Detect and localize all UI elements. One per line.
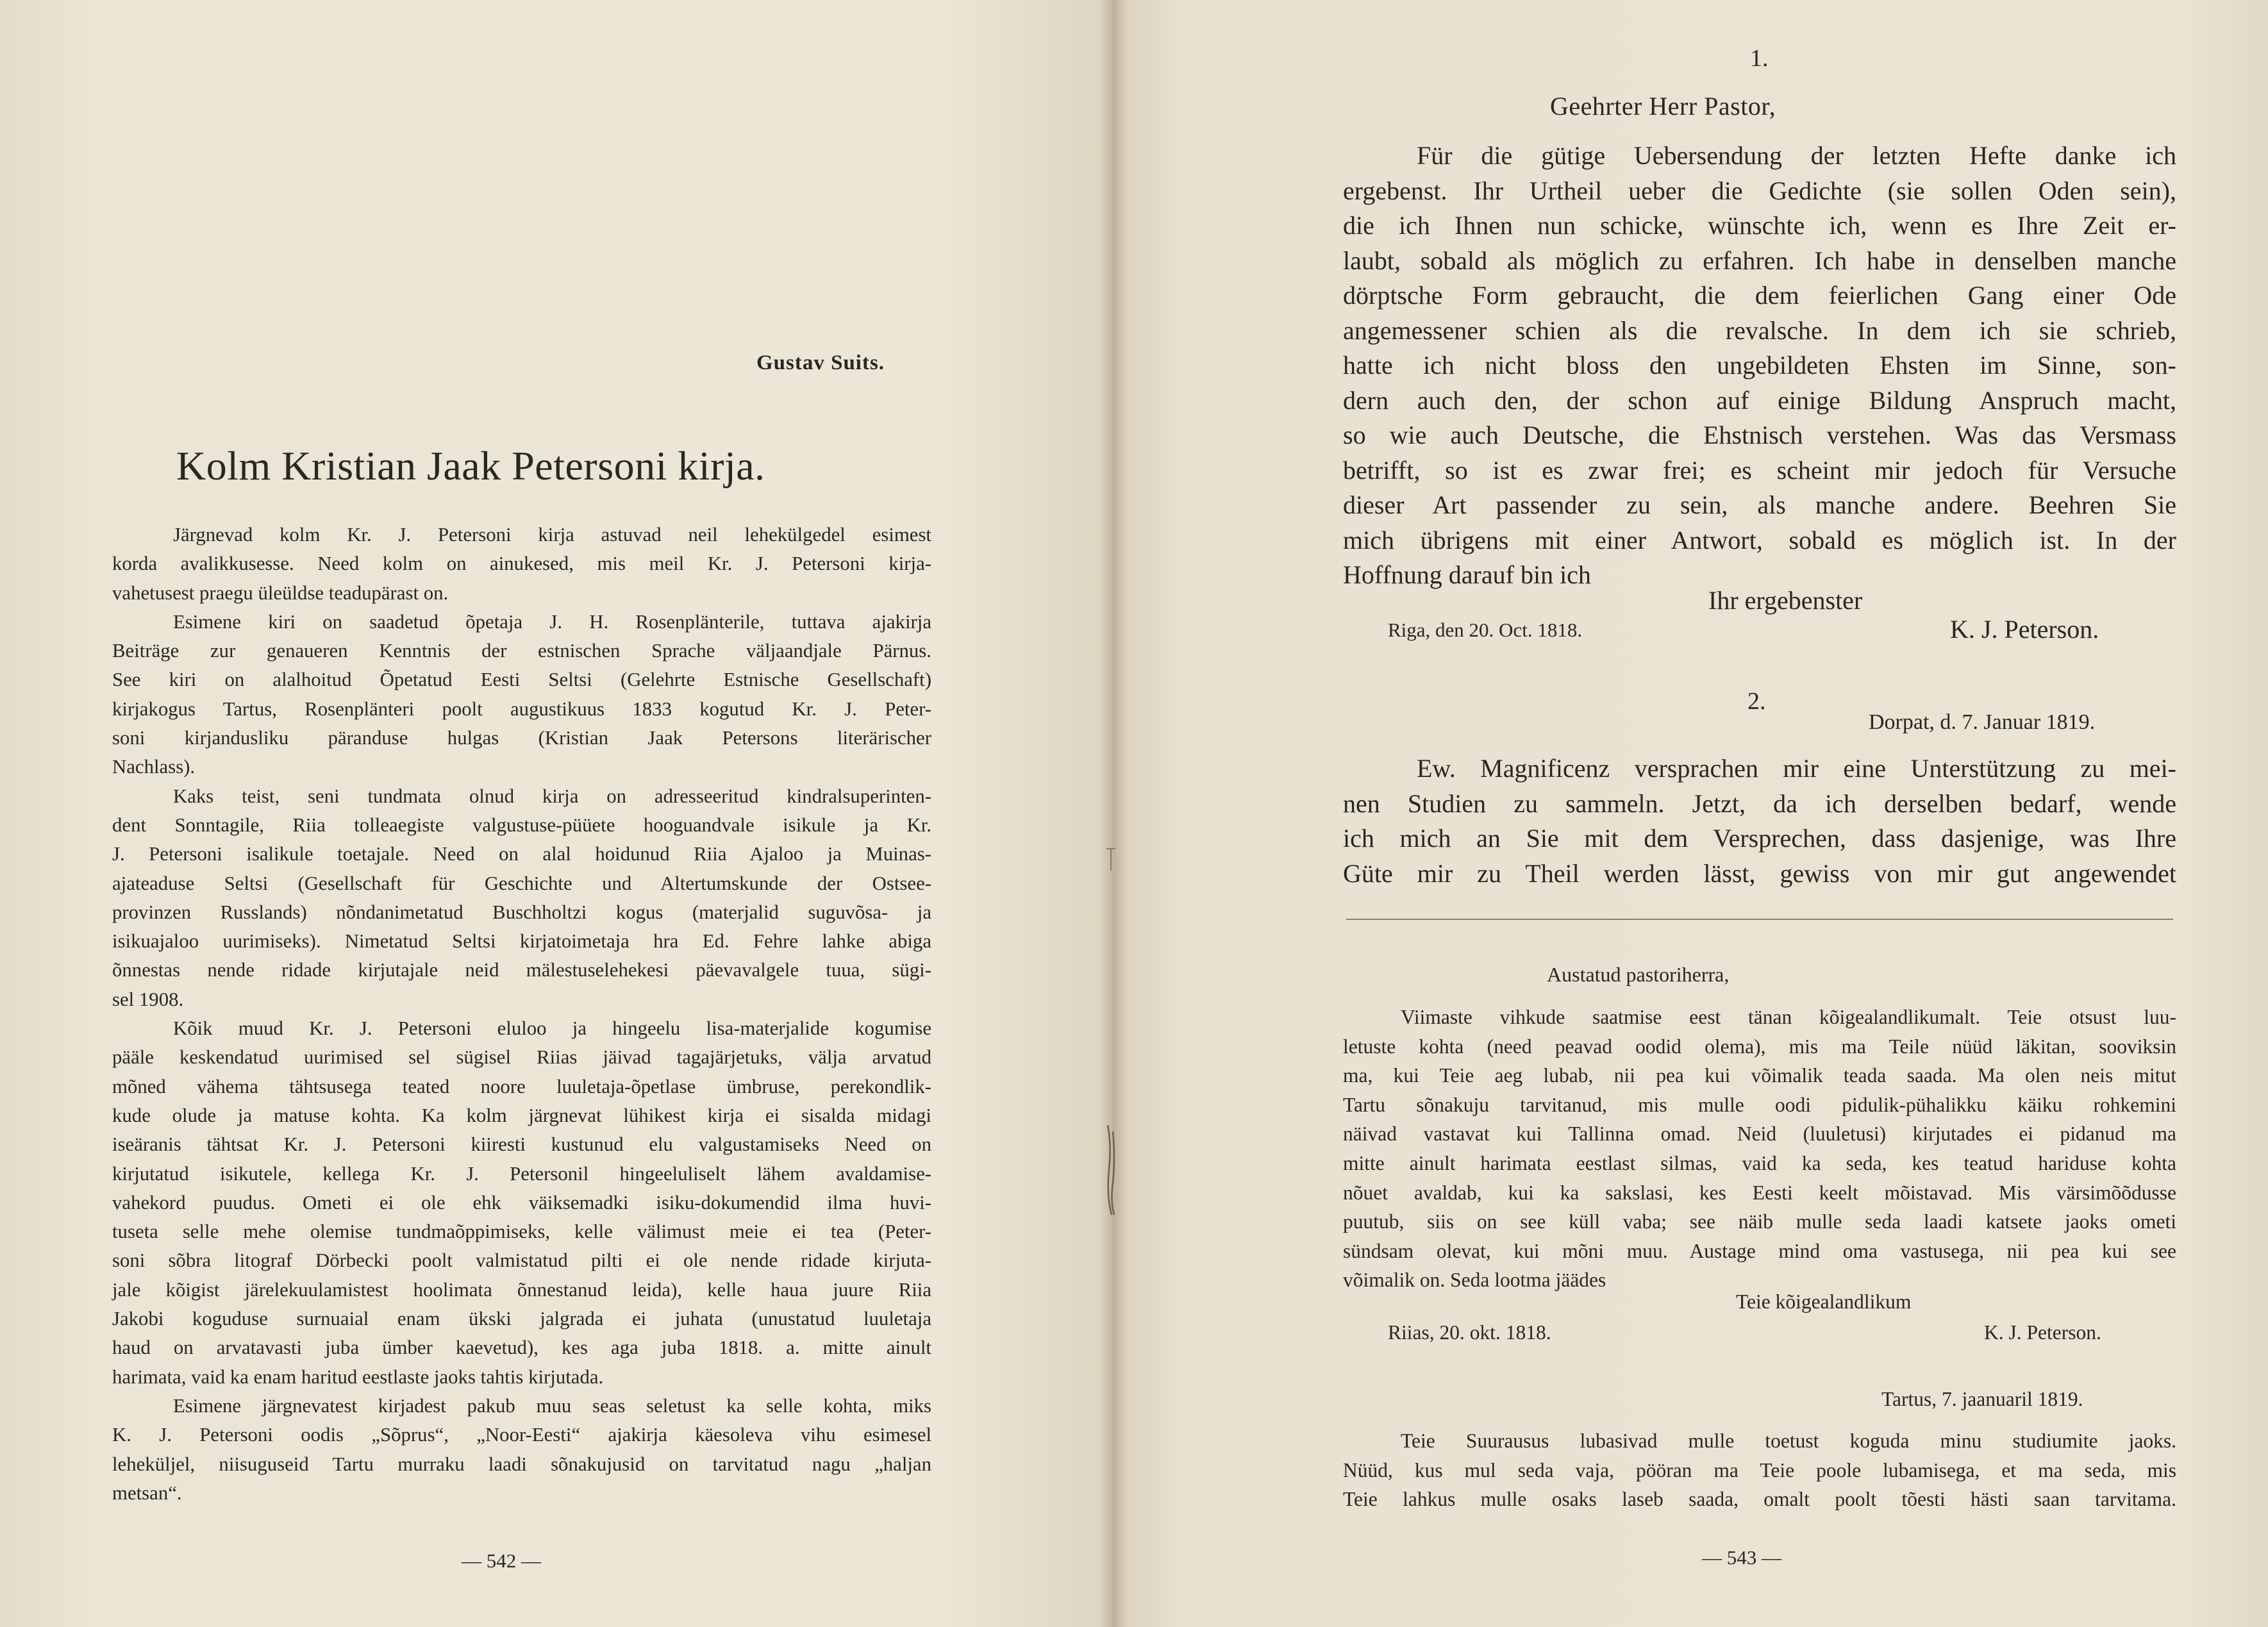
estonian-greeting: Austatud pastoriherra, xyxy=(1547,963,1730,986)
text-line: Nüüd, kus mul seda vaja, pööran ma Teie poole lubamisega, et ma seda, mis xyxy=(1343,1458,2176,1481)
text-line: dent Sonntagile, Riia tolleaegiste valgustuse-püüete hooguandvale isikule ja Kr. xyxy=(112,814,931,836)
paragraph xyxy=(112,782,931,1014)
paragraph xyxy=(112,521,931,608)
text-line: jale kõigist järelekuulamistest hoolimata õnnestanud leida), kelle haua juure Riia xyxy=(112,1278,931,1301)
text-line: Järgnevad kolm Kr. J. Petersoni kirja astuvad neil lehekülgedel esimest xyxy=(173,524,931,546)
text-line: kirjakogus Tartus, Rosenplänteri poolt augustikuus 1833 kogutud Kr. J. Peter- xyxy=(112,697,931,720)
estonian-letter-2-date: Tartus, 7. jaanuaril 1819. xyxy=(1881,1388,2083,1410)
text-line: puutub, siis on see küll vaba; see näib mulle seda laadi katsete jaoks ometi xyxy=(1343,1210,2176,1233)
text-line: K. J. Petersoni oodis „Sõprus“, „Noor-Eesti“ ajakirja käesoleva vihu esimesel xyxy=(112,1424,931,1446)
estonian-place-date: Riias, 20. okt. 1818. xyxy=(1388,1321,1551,1344)
letter-number-1: 1. xyxy=(1750,45,1769,72)
text-line: letuste kohta (need peavad oodid olema), mis ma Teile nüüd läkitan, sooviksin xyxy=(1343,1035,2176,1058)
text-line: näivad vastavat kui Tallinna omad. Neid (luuletusi) kirjutades ei pidanud ma xyxy=(1343,1122,2176,1146)
text-line: See kiri on alalhoitud Õpetatud Eesti Seltsi (Gelehrte Estnische Gesellschaft) xyxy=(112,669,931,691)
paragraph xyxy=(112,1392,931,1508)
text-line: dieser Art passender zu sein, als manche andere. Beehren Sie xyxy=(1343,490,2176,519)
text-line: kirjutatud isikutele, kellega Kr. J. Petersonil hingeeluliselt lähem avaldamise- xyxy=(112,1162,931,1185)
text-line: Kõik muud Kr. J. Petersoni eluloo ja hingeelu lisa-materjalide kogumise xyxy=(173,1017,931,1040)
text-line: võimalik on. Seda lootma jäädes xyxy=(1343,1269,1606,1292)
estonian-closing: Teie kõigealandlikum xyxy=(1736,1290,1912,1313)
article-title: Kolm Kristian Jaak Petersoni kirja. xyxy=(176,443,765,488)
text-line: Tartu sõnakuju tarvitanud, mis mulle oodi pidulik-pühalikku käiku rohkemini xyxy=(1343,1093,2176,1116)
text-line: vahetusest praegu üleüldse teadupärast on. xyxy=(112,581,449,604)
text-line: leheküljel, niisuguseid Tartu murraku laadi sõnakujusid on tarvitatud nagu „haljan xyxy=(112,1453,931,1475)
text-line: die ich Ihnen nun schicke, wünschte ich, wenn es Ihre Zeit er- xyxy=(1343,211,2176,240)
paragraph xyxy=(112,1014,931,1392)
text-line: dörptsche Form gebraucht, die dem feierlichen Gang einer Ode xyxy=(1343,281,2176,310)
text-line: mitte ainult harimata eestlast silmas, vaid ka seda, kes teatud hariduse kohta xyxy=(1343,1151,2176,1174)
german-letter-1-body xyxy=(1343,138,2176,593)
page-number-right: — 543 — xyxy=(1702,1546,1781,1569)
text-line: J. Petersoni isalikule toetajale. Need on alal hoidunud Riia Ajaloo ja Muinas- xyxy=(112,843,931,865)
text-line: soni kirjandusliku päranduse hulgas (Kristian Jaak Petersons literärischer xyxy=(112,727,931,749)
paragraph xyxy=(112,608,931,782)
german-closing: Ihr ergebenster xyxy=(1708,586,1863,615)
german-signature: K. J. Peterson. xyxy=(1950,615,2099,644)
german-greeting: Geehrter Herr Pastor, xyxy=(1550,92,1776,121)
german-letter-2-date: Dorpat, d. 7. Januar 1819. xyxy=(1869,710,2096,734)
text-line: Güte mir zu Theil werden lässt, gewiss von mir gut angewendet xyxy=(1343,858,2176,888)
text-line: Teie lahkus mulle osaks laseb saada, omalt poolt tõesti hästi saan tarvitama. xyxy=(1343,1488,2176,1511)
estonian-signature: K. J. Peterson. xyxy=(1984,1321,2101,1344)
text-line: kude olude ja matuse kohta. Ka kolm järgnevat lühikest kirja ei sisalda midagi xyxy=(112,1104,931,1126)
text-line: korda avalikkusesse. Need kolm on ainukesed, mis meil Kr. J. Petersoni kirja- xyxy=(112,553,931,575)
text-line: Esimene järgnevatest kirjadest pakub muu seas seletust ka selle kohta, miks xyxy=(173,1394,931,1417)
text-line: haud on arvatavasti juba ümber kaevetud), kes aga juba 1818. a. mitte ainult xyxy=(112,1337,931,1359)
text-line: ajateaduse Seltsi (Gesellschaft für Geschichte und Altertumskunde der Ostsee- xyxy=(112,872,931,894)
text-line: laubt, sobald als möglich zu erfahren. Ich habe in denselben manche xyxy=(1343,246,2176,275)
text-line: õnnestas nende ridade kirjutajale neid mälestuselehekesi päevavalgele tuua, sügi- xyxy=(112,959,931,981)
text-line: mõned vähema tähtsusega teated noore luuletaja-õpetlase ümbruse, perekondlik- xyxy=(112,1075,931,1097)
text-line: Beiträge zur genaueren Kenntnis der estnischen Sprache väljaandjale Pärnus. xyxy=(112,640,931,662)
text-line: vahekord puudus. Ometi ei ole ehk väiksemadki isiku-dokumendid ilma huvi- xyxy=(112,1191,931,1214)
text-line: Hoffnung darauf bin ich xyxy=(1343,560,1591,589)
text-line: nen Studien zu sammeln. Jetzt, da ich derselben bedarf, wende xyxy=(1343,788,2176,818)
text-line: tuseta selle mehe olemise tundmaõppimiseks, kelle välimust meie ei tea (Peter- xyxy=(112,1221,931,1243)
text-line: ergebenst. Ihr Urtheil ueber die Gedichte (sie sollen Oden sein), xyxy=(1343,176,2176,205)
estonian-letter-2-body xyxy=(1343,1426,2176,1514)
text-line: pääle keskendatud uurimised sel sügisel Riias jäivad tagajärjetuks, välja arvatud xyxy=(112,1046,931,1069)
text-line: betrifft, so ist es zwar frei; es scheint mir jedoch für Versuche xyxy=(1343,455,2176,485)
letter-number-2: 2. xyxy=(1747,688,1766,715)
text-line: so wie auch Deutsche, die Ehstnisch verstehen. Was das Versmass xyxy=(1343,421,2176,449)
text-line: ich mich an Sie mit dem Versprechen, dass dasjenige, was Ihre xyxy=(1343,824,2176,853)
text-line: nõuet avaldab, kui ka sakslasi, kes Eesti keelt mõistavad. Mis värsimõõdusse xyxy=(1343,1181,2176,1204)
page-number-left: — 542 — xyxy=(462,1549,541,1572)
binding-stitch-icon xyxy=(1104,846,1118,872)
text-line: sündsam olevat, kui mõni muu. Austage mind oma vastusega, nii pea kui see xyxy=(1343,1239,2176,1262)
text-line: Jakobi koguduse surnuaial enam ükski jalgrada ei juhata (unustatud luuletaja xyxy=(112,1308,931,1330)
section-divider xyxy=(1346,919,2173,920)
text-line: Ew. Magnificenz versprachen mir eine Unterstützung zu mei- xyxy=(1417,754,2176,783)
text-line: Viimaste vihkude saatmise eest tänan kõigealandlikumalt. Teie otsust luu- xyxy=(1401,1006,2176,1028)
german-place-date: Riga, den 20. Oct. 1818. xyxy=(1388,619,1583,641)
text-line: Kaks teist, seni tundmata olnud kirja on adresseeritud kindralsuperinten- xyxy=(173,785,931,807)
text-line: hatte ich nicht bloss den ungebildeten Ehsten im Sinne, son- xyxy=(1343,351,2176,380)
text-line: soni sõbra litograf Dörbecki poolt valmistatud pilti ei ole nende ridade kirjuta- xyxy=(112,1249,931,1272)
text-line: mich übrigens mit einer Antwort, sobald es möglich ist. In der xyxy=(1343,525,2176,555)
text-line: ma, kui Teie aeg lubab, nii pea kui võimalik teada saada. Ma olen neis mitut xyxy=(1343,1064,2176,1087)
text-line: isikuajaloo uurimiseks). Nimetatud Seltsi kirjatoimetaja hra Ed. Fehre lahke abiga xyxy=(112,930,931,953)
binding-thread-icon xyxy=(1104,1119,1118,1221)
text-line: sel 1908. xyxy=(112,988,184,1010)
german-letter-2-body xyxy=(1343,751,2176,891)
text-line: provinzen Russlands) nõndanimetatud Buschholtzi kogus (materjalid suguvõsa- ja xyxy=(112,901,931,923)
text-line: iseäranis tähtsat Kr. J. Petersoni kiiresti kustunud elu valgustamiseks Need on xyxy=(112,1133,931,1156)
text-line: angemessener schien als die revalsche. In dem ich sie schrieb, xyxy=(1343,315,2176,345)
author-name: Gustav Suits. xyxy=(756,351,885,374)
text-line: Esimene kiri on saadetud õpetaja J. H. Rosenplänterile, tuttava ajakirja xyxy=(173,610,931,633)
article-body xyxy=(112,521,931,1508)
text-line: metsan“. xyxy=(112,1481,182,1504)
text-line: dern auch den, der schon auf einige Bildung Anspruch macht, xyxy=(1343,385,2176,415)
text-line: Für die gütige Uebersendung der letzten Hefte danke ich xyxy=(1417,141,2176,170)
text-line: harimata, vaid ka enam haritud eestlaste jaoks tahtis kirjutada. xyxy=(112,1365,604,1388)
text-line: Nachlass). xyxy=(112,756,196,778)
text-line: Teie Suurausus lubasivad mulle toetust koguda minu studiumite jaoks. xyxy=(1401,1430,2176,1452)
book-gutter xyxy=(1099,0,1128,1627)
estonian-letter-1-body xyxy=(1343,1003,2176,1295)
